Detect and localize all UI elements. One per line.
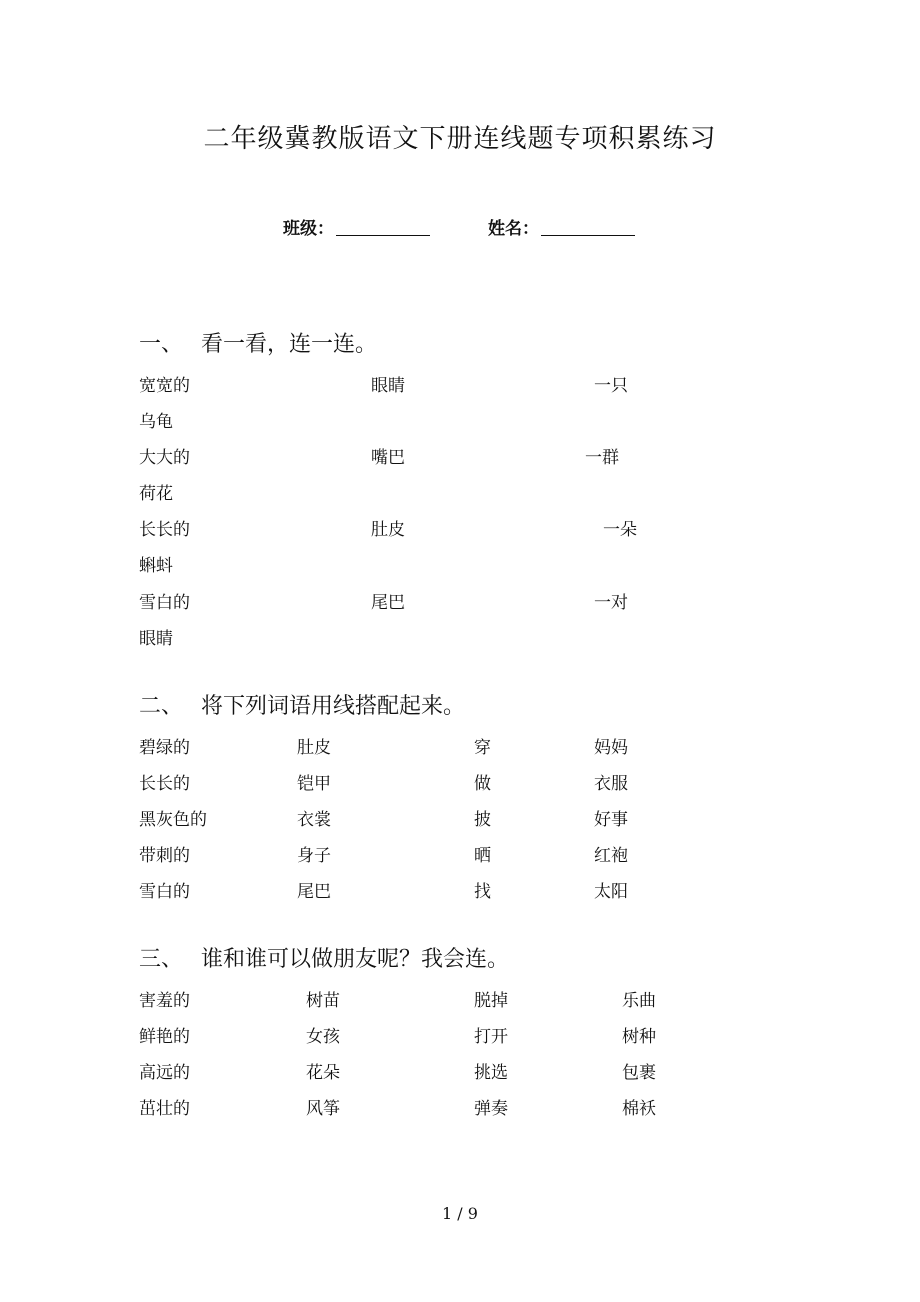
s2-r3-c: 晒	[474, 846, 491, 866]
name-blank[interactable]	[541, 219, 635, 236]
class-blank[interactable]	[336, 219, 430, 236]
s3-r2-b: 花朵	[306, 1063, 340, 1083]
s3-r1-b: 女孩	[306, 1027, 340, 1047]
s1-r0-d: 乌龟	[139, 412, 173, 432]
section1-number: 一、	[139, 332, 184, 357]
section2-heading	[139, 689, 465, 720]
s2-r1-d: 衣服	[594, 774, 628, 794]
s3-r1-d: 树种	[622, 1027, 656, 1047]
s3-r3-b: 风筝	[306, 1099, 340, 1119]
s3-r0-b: 树苗	[306, 991, 340, 1011]
s3-r2-d: 包裹	[622, 1063, 656, 1083]
s3-r1-a: 鲜艳的	[139, 1027, 190, 1047]
s3-r0-a: 害羞的	[139, 991, 190, 1011]
s1-r0-a: 宽宽的	[139, 376, 190, 396]
s2-r3-b: 身子	[297, 846, 331, 866]
section1-heading	[139, 327, 377, 358]
s2-r2-c: 披	[474, 810, 491, 830]
s2-r1-c: 做	[474, 774, 491, 794]
s3-r2-a: 高远的	[139, 1063, 190, 1083]
s2-r0-d: 妈妈	[594, 738, 628, 758]
s1-r0-b: 眼睛	[371, 376, 405, 396]
s1-r3-b: 尾巴	[371, 593, 405, 613]
class-label: 班级：	[283, 219, 334, 239]
s2-r2-b: 衣裳	[297, 810, 331, 830]
s3-r2-c: 挑选	[474, 1063, 508, 1083]
s2-r4-d: 太阳	[594, 882, 628, 902]
s1-r1-b: 嘴巴	[371, 448, 405, 468]
s3-r3-d: 棉袄	[622, 1099, 656, 1119]
s2-r3-d: 红袍	[594, 846, 628, 866]
s2-r0-a: 碧绿的	[139, 738, 190, 758]
s3-r1-c: 打开	[474, 1027, 508, 1047]
s2-r4-a: 雪白的	[139, 882, 190, 902]
s1-r2-d: 蝌蚪	[139, 556, 173, 576]
section2-number: 二、	[139, 694, 184, 719]
s1-r1-d: 荷花	[139, 484, 173, 504]
s1-r1-a: 大大的	[139, 448, 190, 468]
s2-r2-d: 好事	[594, 810, 628, 830]
s2-r1-b: 铠甲	[297, 774, 331, 794]
section3-number: 三、	[139, 947, 184, 972]
s2-r0-c: 穿	[474, 738, 491, 758]
name-label: 姓名：	[488, 219, 539, 239]
section2-title: 将下列词语用线搭配起来。	[201, 694, 466, 719]
s2-r1-a: 长长的	[139, 774, 190, 794]
class-field	[283, 214, 430, 239]
s2-r3-a: 带刺的	[139, 846, 190, 866]
s3-r3-a: 茁壮的	[139, 1099, 190, 1119]
section3-title: 谁和谁可以做朋友呢？我会连。	[201, 947, 510, 972]
s1-r2-c: 一朵	[603, 520, 637, 540]
name-field	[488, 214, 635, 239]
s1-r3-d: 眼睛	[139, 629, 173, 649]
s2-r4-b: 尾巴	[297, 882, 331, 902]
s2-r4-c: 找	[474, 882, 491, 902]
section3-heading	[139, 942, 509, 973]
s1-r3-a: 雪白的	[139, 593, 190, 613]
page-title: 二年级冀教版语文下册连线题专项积累练习	[203, 124, 717, 154]
s3-r0-c: 脱掉	[474, 991, 508, 1011]
s2-r2-a: 黑灰色的	[139, 810, 207, 830]
s1-r1-c: 一群	[585, 448, 619, 468]
s1-r2-a: 长长的	[139, 520, 190, 540]
s3-r3-c: 弹奏	[474, 1099, 508, 1119]
s2-r0-b: 肚皮	[297, 738, 331, 758]
page-number: 1 / 9	[442, 1204, 478, 1223]
s3-r0-d: 乐曲	[622, 991, 656, 1011]
section1-title: 看一看，连一连。	[201, 332, 378, 357]
s1-r3-c: 一对	[594, 593, 628, 613]
s1-r0-c: 一只	[594, 376, 628, 396]
s1-r2-b: 肚皮	[371, 520, 405, 540]
